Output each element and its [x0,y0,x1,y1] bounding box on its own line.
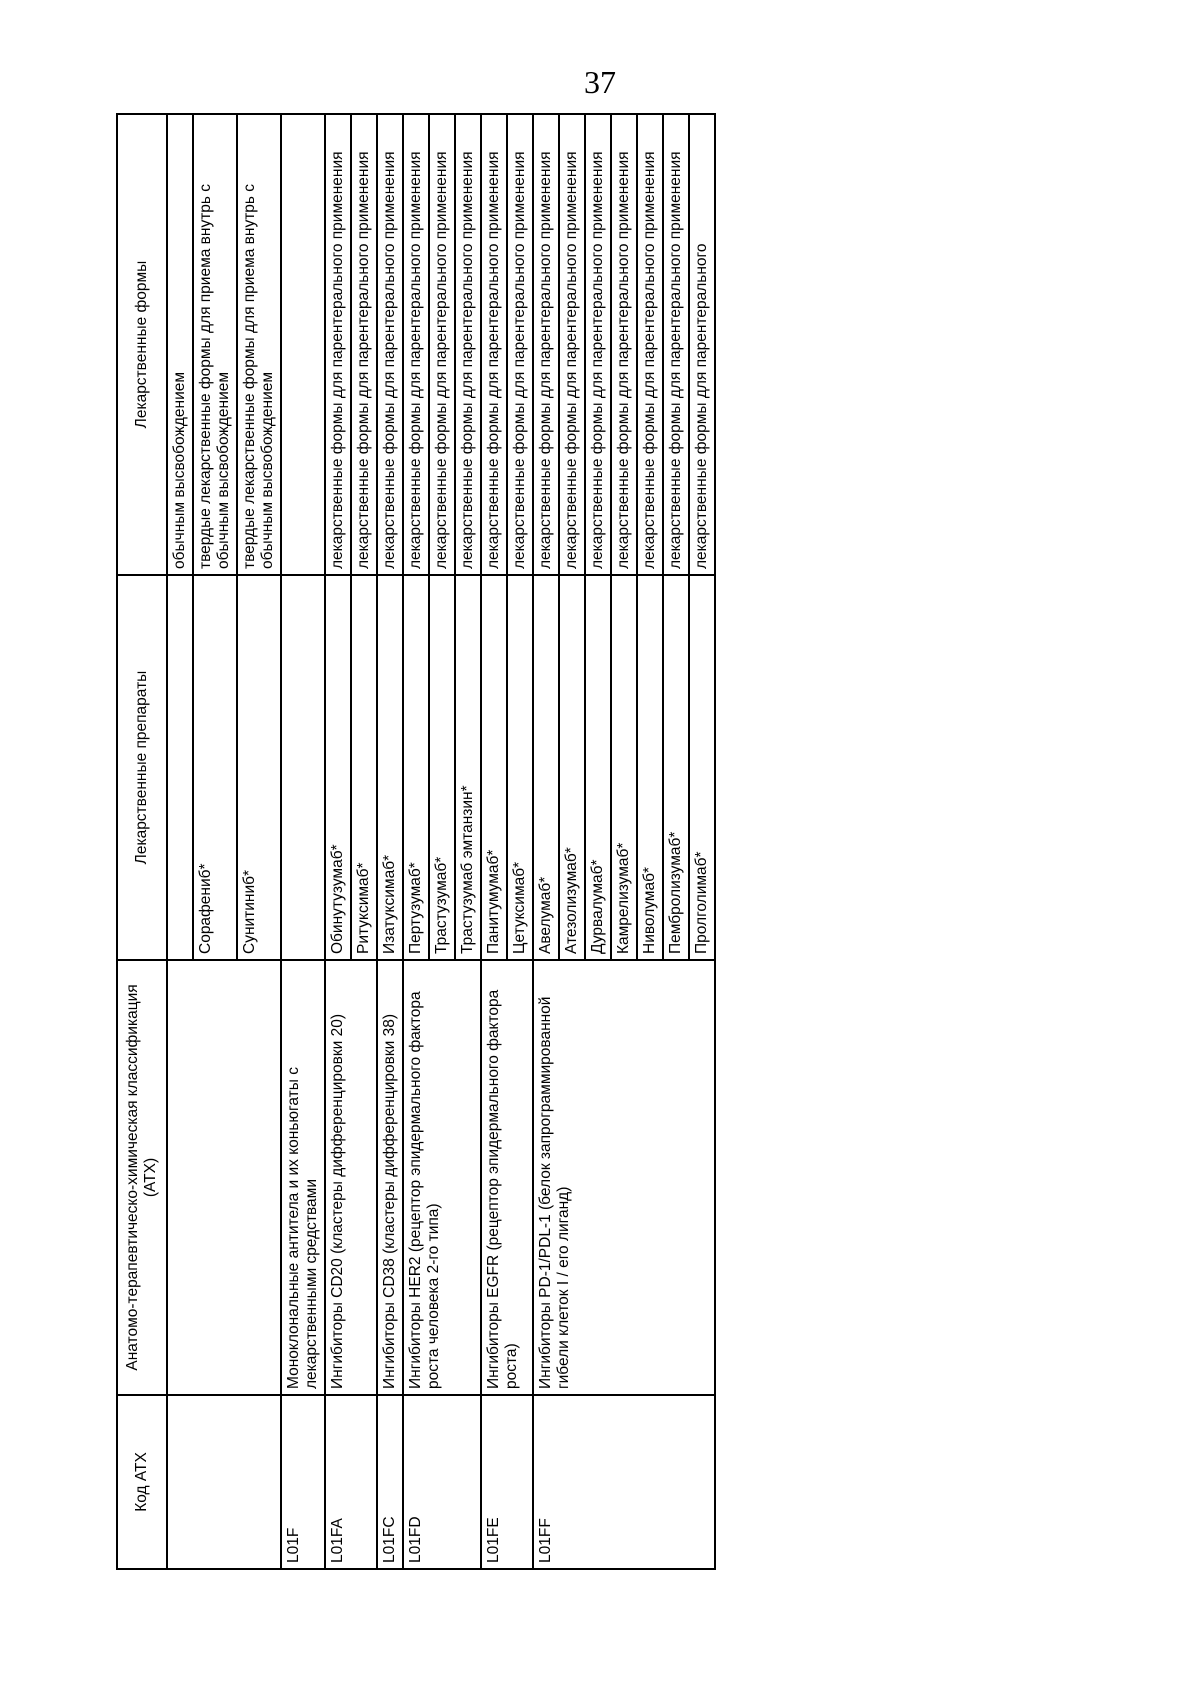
cell-form: лекарственные формы для парентерального применения [481,114,507,575]
cell-atc: Моноклональные антитела и их коньюгаты с лекарственными средствами [281,960,325,1395]
cell-code: L01F [281,1395,325,1569]
table-row [481,114,507,1569]
header-code: Код АТХ [117,1395,167,1569]
cell-code: L01FA [325,1395,377,1569]
cell-form: лекарственные формы для парентерального применения [351,114,377,575]
atc-table [116,113,716,1570]
cell-form: лекарственные формы для парентерального применения [507,114,533,575]
cell-atc: Ингибиторы PD-1/PDL-1 (белок запрограммированной гибели клеток I / его лиганд) [533,960,715,1395]
cell-drug: Трастузумаб* [429,575,455,960]
cell-atc [167,960,281,1395]
table-row [533,114,559,1569]
cell-code: L01FD [403,1395,481,1569]
table-header-row [117,114,167,1569]
cell-form: твердые лекарственные формы для приема внутрь с обычным высвобождением [193,114,237,575]
cell-form: лекарственные формы для парентерального применения [611,114,637,575]
cell-drug: Пертузумаб* [403,575,429,960]
header-drugs: Лекарственные препараты [117,575,167,960]
page-number: 37 [584,64,616,100]
cell-form: обычным высвобождением [167,114,193,575]
table-row [167,114,193,1569]
cell-atc: Ингибиторы EGFR (рецептор эпидермального фактора роста) [481,960,533,1395]
cell-form: лекарственные формы для парентерального применения [533,114,559,575]
cell-drug: Ниволумаб* [637,575,663,960]
cell-atc: Ингибиторы CD20 (кластеры дифференцировки 20) [325,960,377,1395]
cell-drug: Пембролизумаб* [663,575,689,960]
cell-atc: Ингибиторы CD38 (кластеры дифференцировки 38) [377,960,403,1395]
table-row [325,114,351,1569]
table-row [281,114,325,1569]
cell-drug: Дурвалумаб* [585,575,611,960]
cell-form [281,114,325,575]
cell-form: лекарственные формы для парентерального применения [403,114,429,575]
cell-code: L01FE [481,1395,533,1569]
cell-drug: Авелумаб* [533,575,559,960]
cell-form: лекарственные формы для парентерального применения [325,114,351,575]
cell-drug: Ритуксимаб* [351,575,377,960]
table-row [403,114,429,1569]
cell-form: лекарственные формы для парентерального применения [559,114,585,575]
cell-code: L01FC [377,1395,403,1569]
cell-drug: Сунитиниб* [237,575,281,960]
cell-form: лекарственные формы для парентерального [689,114,715,575]
cell-form: лекарственные формы для парентерального применения [637,114,663,575]
cell-drug: Сорафениб* [193,575,237,960]
cell-drug: Панитумумаб* [481,575,507,960]
cell-drug: Изатуксимаб* [377,575,403,960]
cell-atc: Ингибиторы HER2 (рецептор эпидермального фактора роста человека 2-го типа) [403,960,481,1395]
cell-drug [167,575,193,960]
cell-form: лекарственные формы для парентерального применения [429,114,455,575]
cell-form: лекарственные формы для парентерального применения [455,114,481,575]
cell-drug: Атезолизумаб* [559,575,585,960]
cell-drug [281,575,325,960]
cell-code [167,1395,281,1569]
cell-form: лекарственные формы для парентерального применения [663,114,689,575]
cell-drug: Пролголимаб* [689,575,715,960]
cell-form: лекарственные формы для парентерального применения [585,114,611,575]
table-row [377,114,403,1569]
cell-drug: Камрелизумаб* [611,575,637,960]
header-dosage-forms: Лекарственные формы [117,114,167,575]
cell-drug: Обинутузумаб* [325,575,351,960]
cell-form: лекарственные формы для парентерального применения [377,114,403,575]
atc-table-container [116,115,1066,1570]
cell-drug: Трастузумаб эмтанзин* [455,575,481,960]
cell-drug: Цетуксимаб* [507,575,533,960]
cell-code: L01FF [533,1395,715,1569]
cell-form: твердые лекарственные формы для приема внутрь с обычным высвобождением [237,114,281,575]
header-atc-classification: Анатомо-терапевтическо-химическая классификация (АТХ) [117,960,167,1395]
